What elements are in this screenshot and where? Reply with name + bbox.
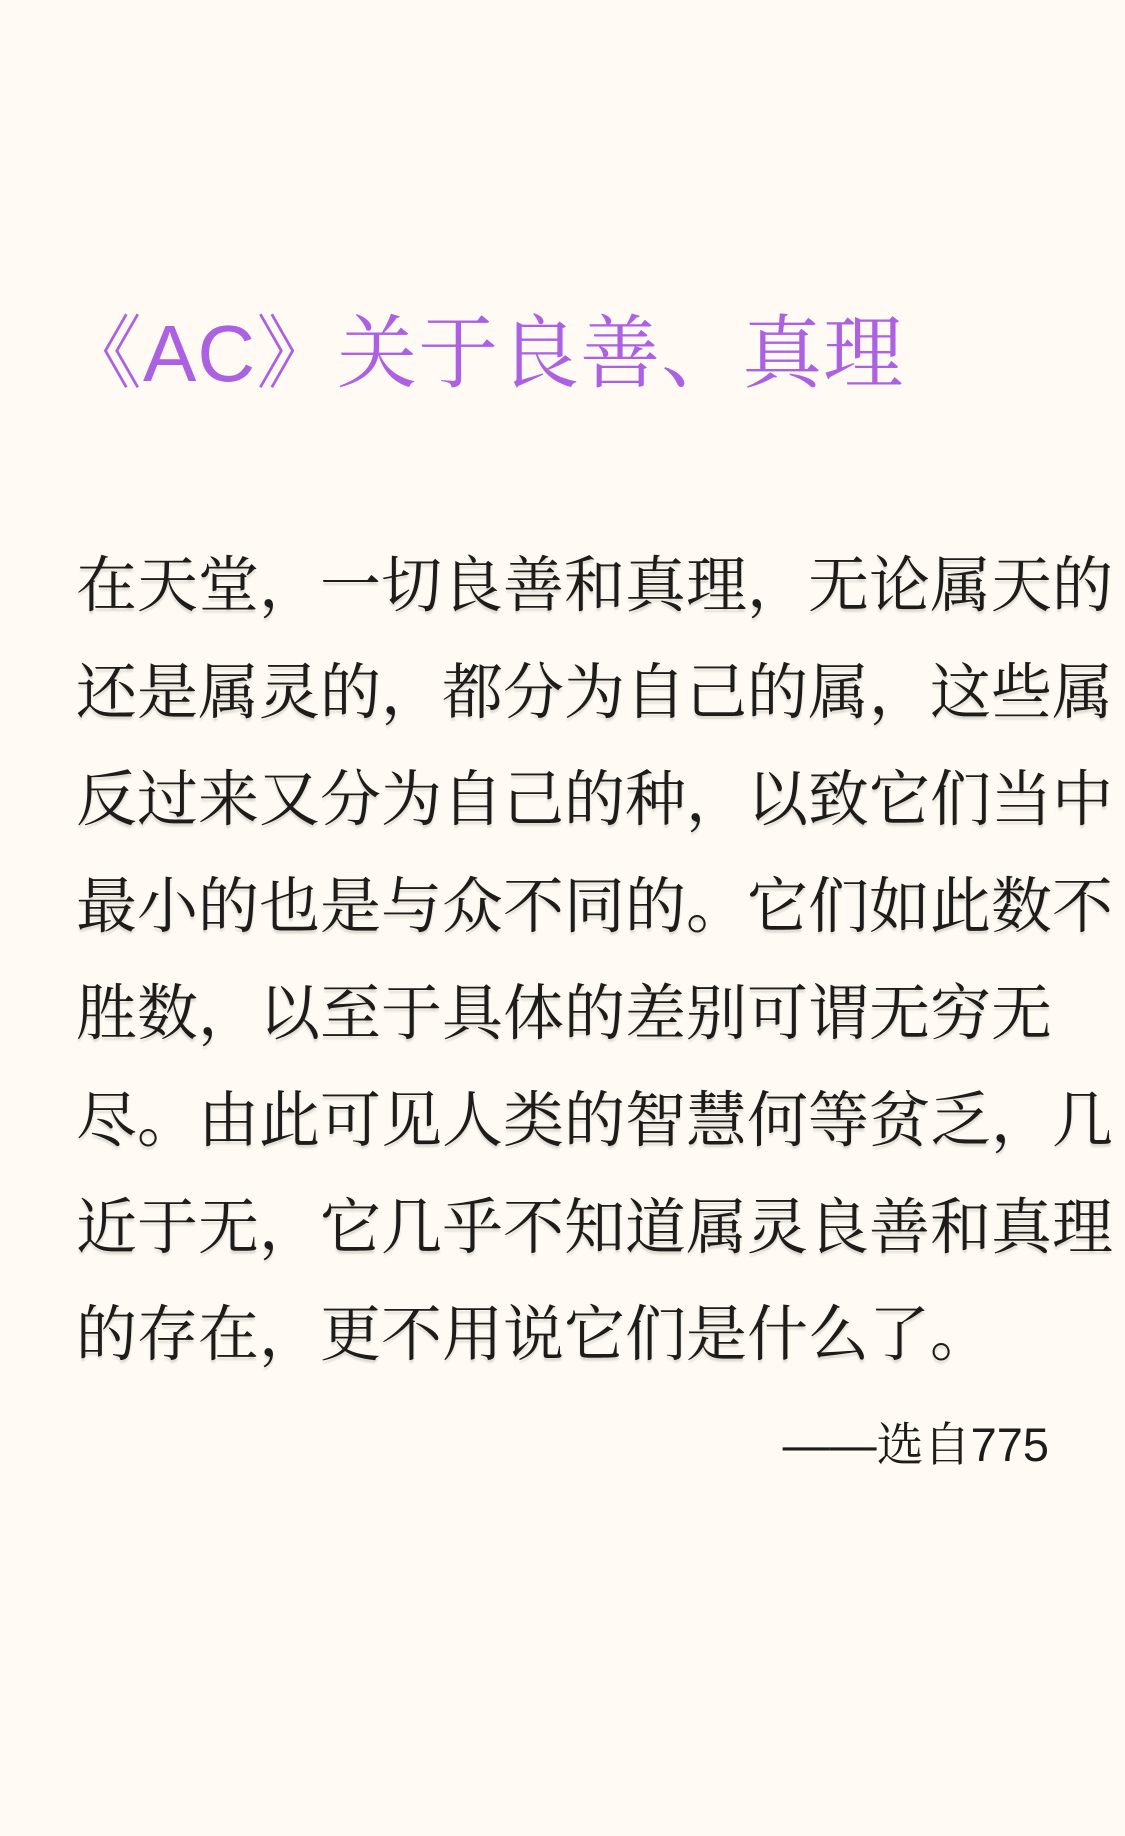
body-line: 反过来又分为自己的种，以致它们当中: [76, 767, 1114, 834]
page-title: 《AC》关于良善、真理: [62, 309, 905, 398]
body-line: 在天堂，一切良善和真理，无论属天的: [76, 553, 1114, 620]
body-line: 胜数，以至于具体的差别可谓无穷无: [76, 981, 1053, 1048]
quote-body: [76, 533, 1114, 1389]
body-line: 尽。由此可见人类的智慧何等贫乏，几: [76, 1088, 1114, 1155]
body-line: 近于无，它几乎不知道属灵良善和真理: [76, 1195, 1114, 1262]
source-attribution: ——选自775: [782, 1418, 1049, 1471]
body-line: 的存在，更不用说它们是什么了。: [76, 1302, 992, 1369]
body-line: 还是属灵的，都分为自己的属，这些属: [76, 660, 1114, 727]
body-line: 最小的也是与众不同的。它们如此数不: [76, 874, 1114, 941]
